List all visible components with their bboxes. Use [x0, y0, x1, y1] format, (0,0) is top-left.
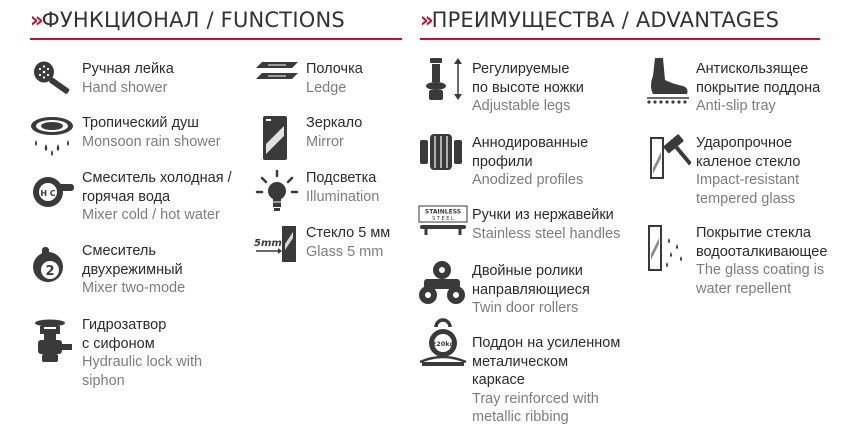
- ledge-icon: [254, 58, 300, 84]
- label-ru: Регулируемые: [472, 61, 570, 77]
- profile-icon: [418, 130, 464, 174]
- label-ru: Тропический душ: [82, 115, 199, 131]
- functions-divider: [30, 38, 402, 40]
- hand-shower-icon: [30, 58, 74, 102]
- feature-text: [82, 114, 221, 151]
- label-en: Mixer cold / hot water: [82, 207, 220, 223]
- hammer-glass-icon: [645, 128, 691, 182]
- label-en: Hand shower: [82, 79, 168, 96]
- rollers-icon: [418, 259, 466, 309]
- label-en: tempered glass: [696, 190, 796, 207]
- feature-text: [82, 60, 174, 97]
- feature-text: [82, 169, 232, 225]
- feature-text: [82, 316, 202, 390]
- feature-text: [472, 206, 620, 243]
- label-ru: Ручная лейка: [82, 61, 174, 77]
- handle-icon: [418, 205, 468, 237]
- adjustable-leg-icon: [420, 56, 466, 106]
- label-ru: Двойные ролики: [472, 263, 583, 279]
- mixer-hc-icon: [30, 170, 74, 214]
- label-ru: Поддон на усиленном: [472, 335, 621, 351]
- label-en: Ledge: [306, 79, 347, 96]
- label-ru: с сифоном: [82, 335, 155, 352]
- feature-text: [82, 242, 185, 298]
- stainless-label: STAINLESS: [424, 208, 462, 216]
- label-ru: водооталкивающее: [696, 243, 828, 260]
- label-en: Glass 5 mm: [306, 243, 384, 260]
- label-en: siphon: [82, 372, 125, 389]
- feature-text: [472, 60, 584, 116]
- label-ru: Смеситель холодная /: [82, 170, 232, 186]
- functions-title: »ФУНКЦИОНАЛ / FUNCTIONS: [30, 8, 345, 32]
- mixer-two-mode-icon: [30, 243, 74, 287]
- label-ru: каленое стекло: [696, 153, 801, 170]
- label-en: Mixer two-mode: [82, 280, 186, 296]
- label-ru: Антискользящее: [696, 61, 809, 77]
- label-ru: профили: [472, 153, 533, 170]
- foot-icon: [645, 56, 691, 106]
- two-label: 2: [45, 264, 55, 279]
- label-ru: покрытие поддона: [696, 79, 821, 96]
- label-en: Impact-resistant: [696, 172, 800, 188]
- label-en: Hydraulic lock with: [82, 354, 203, 370]
- label-ru: Гидрозатвор: [82, 317, 167, 333]
- water-repellent-icon: [645, 224, 691, 274]
- label-ru: горячая вода: [82, 188, 171, 205]
- label-en: water repellent: [696, 280, 792, 297]
- label-ru: Стекло 5 мм: [306, 225, 391, 241]
- label-ru: Аннодированные: [472, 135, 589, 151]
- label-ru: металическом: [472, 353, 569, 370]
- label-ru: по высоте ножки: [472, 79, 584, 96]
- label-en: Monsoon rain shower: [82, 133, 221, 150]
- label-ru: каркасе: [472, 372, 525, 388]
- feature-text: [472, 134, 588, 190]
- hc-label: H C: [40, 189, 56, 198]
- label-en: The glass coating is: [696, 262, 825, 278]
- label-ru: Покрытие стекла: [696, 225, 811, 241]
- label-en: Tray reinforced with: [472, 390, 599, 407]
- label-ru: Ударопрочное: [696, 135, 793, 151]
- label-en: Mirror: [306, 133, 344, 150]
- label-ru: Ручки из нержавейки: [472, 207, 614, 223]
- rain-shower-icon: [28, 114, 76, 160]
- siphon-icon: [30, 318, 74, 368]
- feature-text: [306, 60, 363, 97]
- label-ru: Смеситель: [82, 243, 156, 259]
- mirror-icon: [260, 114, 290, 162]
- steel-label: S T E E L: [432, 216, 454, 222]
- feature-text: [696, 60, 820, 116]
- feature-text: [306, 114, 362, 151]
- label-ru: Зеркало: [306, 115, 363, 131]
- feature-text: [696, 134, 800, 208]
- feature-text: [306, 169, 379, 206]
- advantages-title: »ПРЕИМУЩЕСТВА / ADVANTAGES: [420, 8, 780, 32]
- label-en: Stainless steel handles: [472, 225, 621, 242]
- label-en: metallic ribbing: [472, 409, 569, 425]
- label-ru: Полочка: [306, 61, 363, 77]
- thickness-label: 5mm: [254, 238, 282, 249]
- label-ru: направляющиеся: [472, 281, 590, 298]
- glass-thickness-icon: [252, 224, 302, 264]
- label-ru: Подсветка: [306, 170, 377, 186]
- weight-icon: [418, 318, 468, 368]
- feature-text: [472, 334, 620, 427]
- label-en: Anti-slip tray: [696, 98, 776, 114]
- weight-label: 220kg: [431, 340, 455, 348]
- bulb-icon: [254, 168, 300, 214]
- advantages-divider: [420, 38, 820, 40]
- label-en: Adjustable legs: [472, 98, 571, 114]
- label-ru: двухрежимный: [82, 261, 183, 278]
- label-en: Illumination: [306, 188, 380, 205]
- label-en: Twin door rollers: [472, 300, 579, 316]
- label-en: Anodized profiles: [472, 172, 584, 188]
- feature-text: [472, 262, 590, 318]
- feature-text: [696, 224, 827, 298]
- feature-text: [306, 224, 390, 261]
